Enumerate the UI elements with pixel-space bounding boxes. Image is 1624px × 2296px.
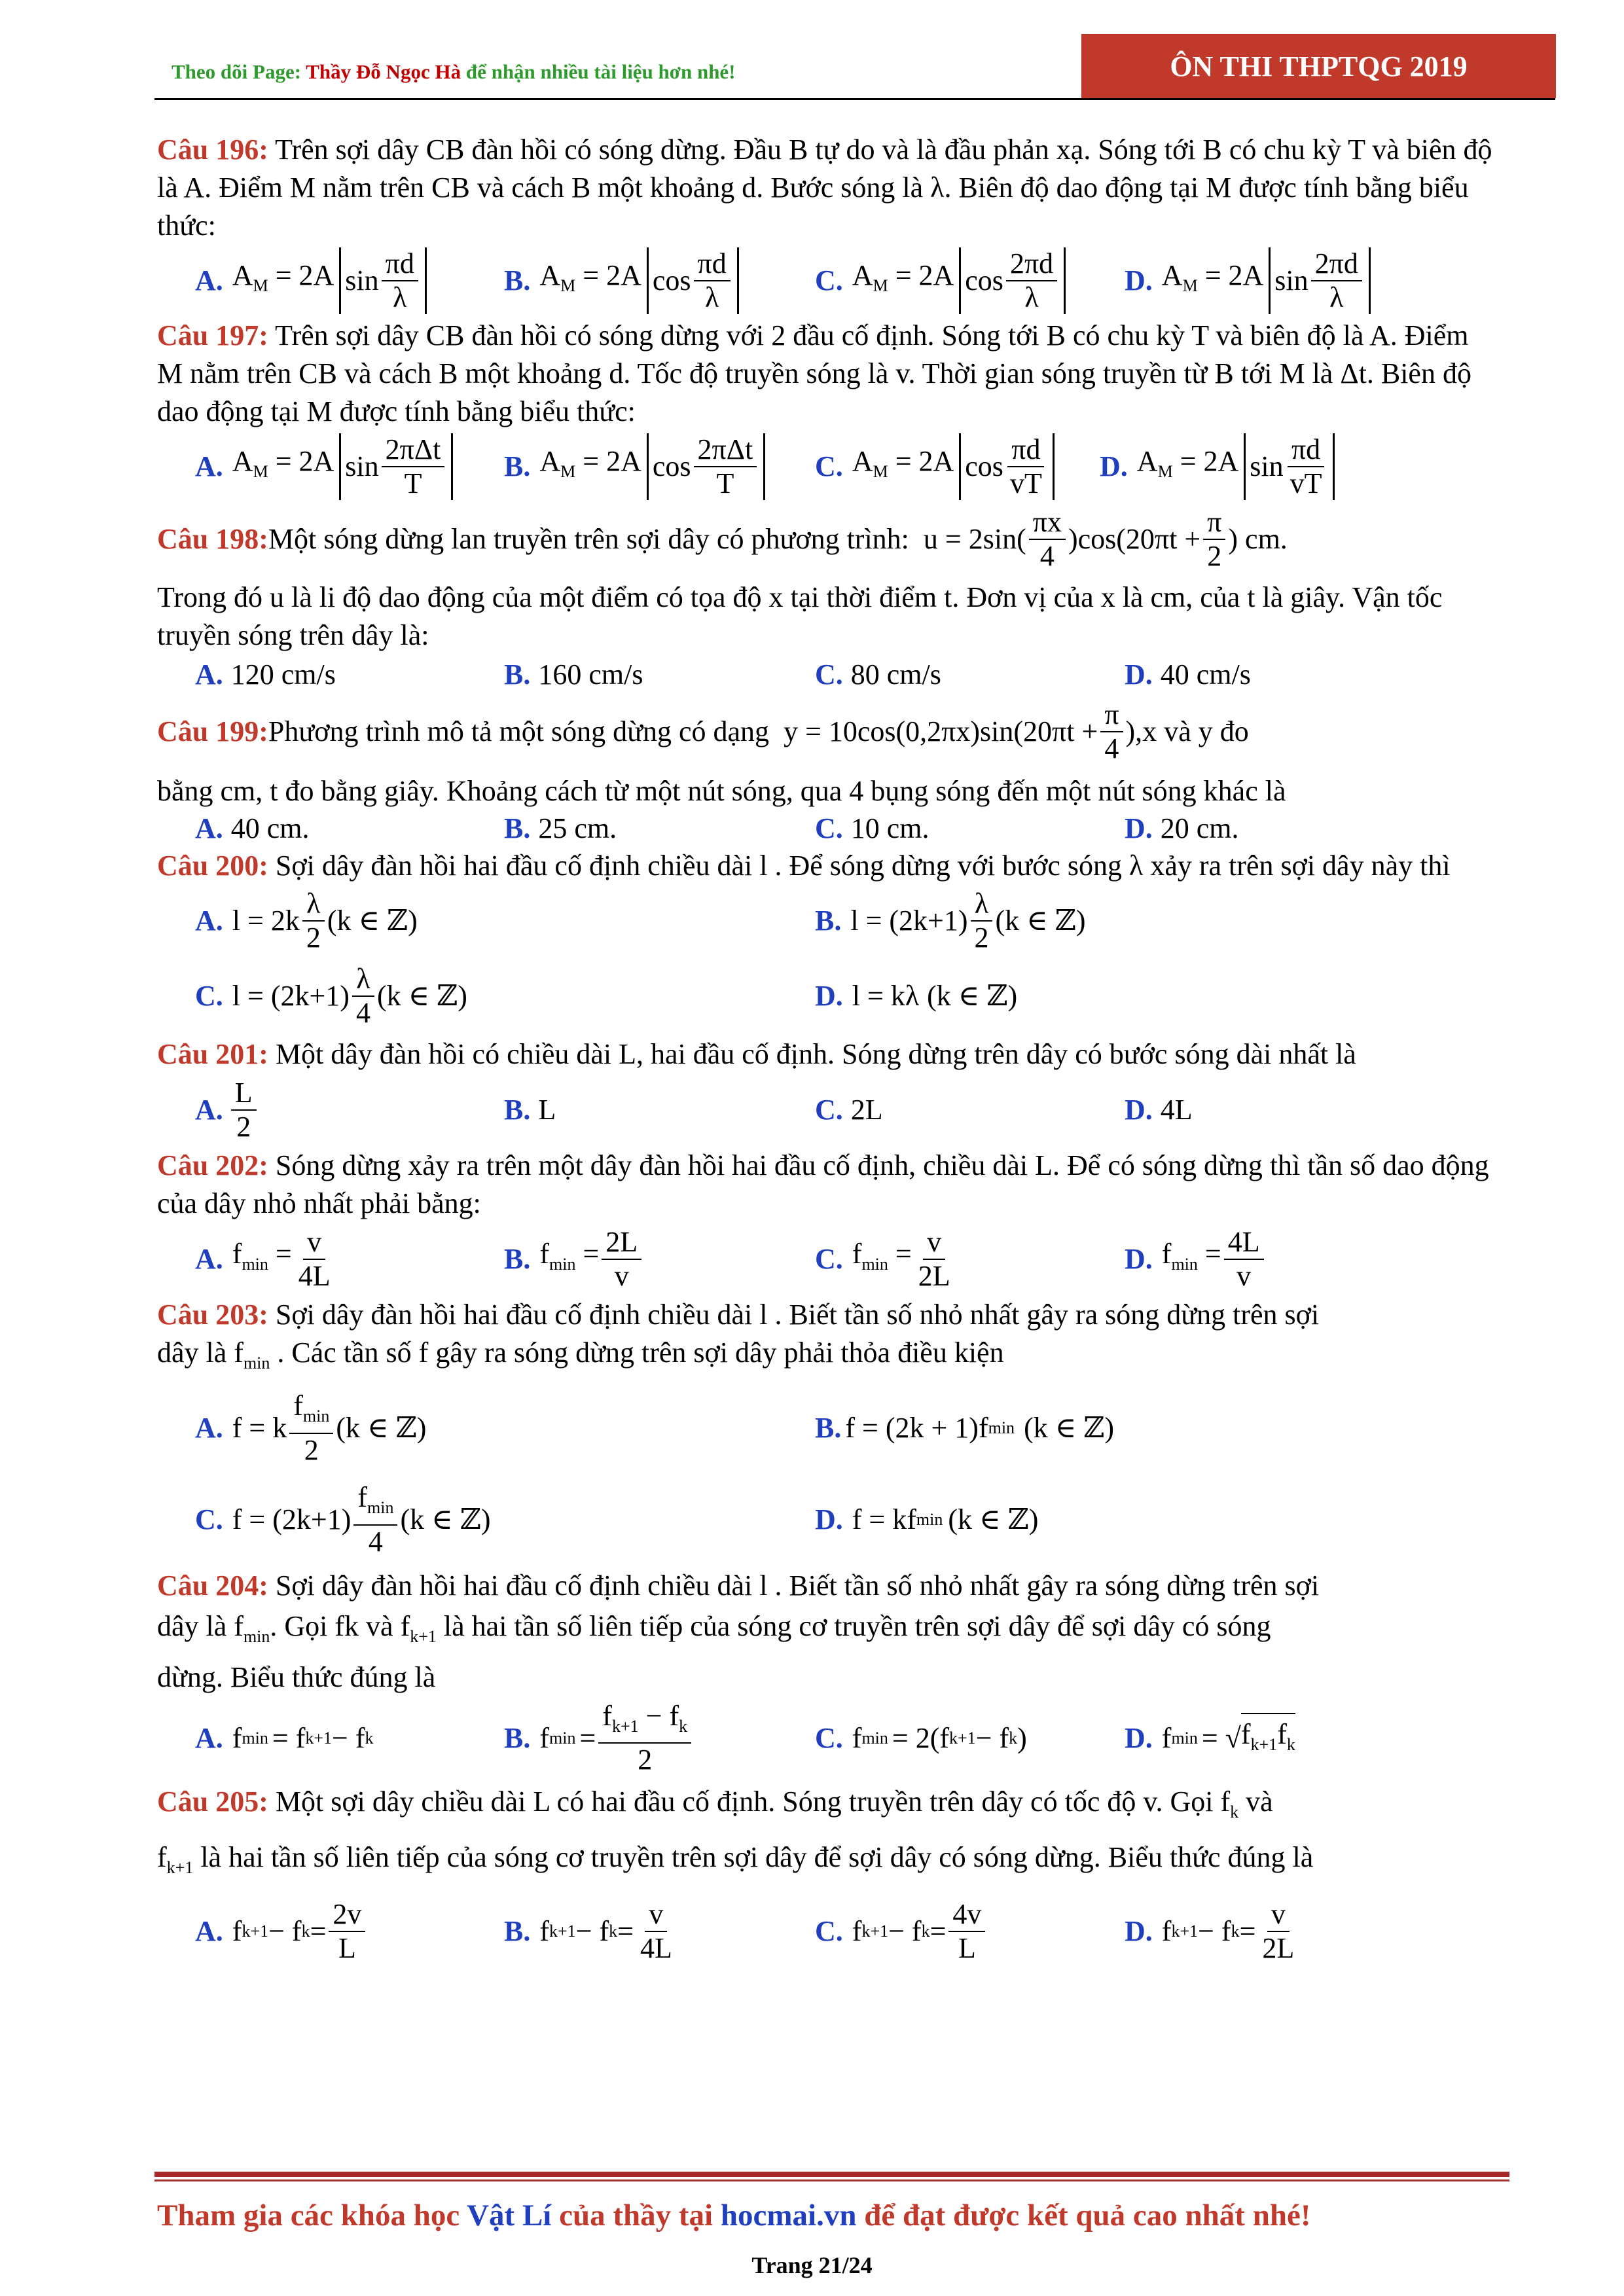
q203-option-d[interactable]: D. f = kf min (k ∈ ℤ) bbox=[815, 1503, 1039, 1535]
q201-option-c[interactable]: C. 2L bbox=[815, 1094, 883, 1126]
q199-option-a[interactable]: A. 40 cm. bbox=[195, 812, 310, 844]
q199-option-c[interactable]: C. 10 cm. bbox=[815, 812, 929, 844]
q197-option-c[interactable]: C. $A_M = 2A$ cos $\frac{\pi d}{vT}$ bbox=[815, 431, 1055, 503]
q198-option-b[interactable]: B. 160 cm/s bbox=[504, 658, 643, 691]
q201-options bbox=[157, 1073, 1499, 1147]
q197-option-b[interactable]: B. $A_M = 2A$ cos $\frac{\text{2πΔt}}{T}$ bbox=[504, 431, 765, 503]
q198-options bbox=[157, 655, 1499, 695]
q205-options bbox=[157, 1891, 1499, 1972]
question-204: Câu 204: Sợi dây đàn hồi hai đầu cố định chiều dài l . Biết tần số nhỏ nhất gây ra sóng dừng trên sợi dây là $f_{min}$. Gọi fk và $f_{k+1}$ là hai tần số liên tiếp của sóng cơ truyền trên sợi dây để sợi dây có sóng dừng. Biểu thức đúng là bbox=[157, 1569, 1320, 1693]
q200-options-cd bbox=[157, 957, 1499, 1035]
q199-options bbox=[157, 810, 1499, 847]
header-divider bbox=[154, 98, 1555, 100]
q202-option-d[interactable]: D. $f_{min}$ = $\frac{4L}{v}$ bbox=[1125, 1223, 1267, 1296]
q204-option-d[interactable]: D. f min = √ $f_{k+1}f_k$ bbox=[1125, 1698, 1295, 1779]
footer-promo: Tham gia các khóa học Vật Lí của thầy tại hocmai.vn để đạt được kết quả cao nhất nhé! bbox=[157, 2198, 1311, 2233]
author-name: Thầy Đỗ Ngọc Hà bbox=[306, 60, 461, 83]
q203-option-c[interactable]: C. f = (2k+1) $\frac{f_{min}}{4}$ (k ∈ ℤ) bbox=[195, 1480, 491, 1558]
question-200: Câu 200: Sợi dây đàn hồi hai đầu cố định chiều dài l . Để sóng dừng với bước sóng λ xảy ra trên sợi dây này thì bbox=[157, 850, 1451, 882]
question-198-stem: Câu 198: Một sóng dừng lan truyền trên sợi dây có phương trình: u = 2sin( $\frac{\pi x}{4}$ )cos(20πt + $\frac{\pi}{2}$ ) cm. bbox=[157, 506, 1288, 572]
question-203: Câu 203: Sợi dây đàn hồi hai đầu cố định chiều dài l . Biết tần số nhỏ nhất gây ra sóng dừng trên sợi dây là $f_{min}$ . Các tần số f gây ra sóng dừng trên sợi dây phải thỏa điều kiện bbox=[157, 1299, 1320, 1372]
q204-option-b[interactable]: B. f min = $\frac{f_{k+1} - f_k}{2}$ bbox=[504, 1698, 694, 1779]
question-199-stem: Câu 199: Phương trình mô tả một sóng dừng có dạng y = 10cos(0,2πx)sin(20πt + $\frac{\pi}{4}$ ), x và y đo bbox=[157, 698, 1249, 764]
q200-option-c[interactable]: C. l = (2k+1) $\frac{\lambda}{4}$ (k ∈ ℤ) bbox=[195, 963, 467, 1029]
q202-option-a[interactable]: A. $f_{min}$ = $\frac{v}{4L}$ bbox=[195, 1226, 331, 1292]
q202-option-b[interactable]: B. $f_{min}$ = $\frac{2L}{v}$ bbox=[504, 1223, 644, 1296]
q196-options bbox=[157, 245, 1499, 317]
q204-option-c[interactable]: C. f min = 2(f k+1 − f k ) bbox=[815, 1721, 1027, 1754]
q204-option-a[interactable]: A. f min = f k+1 − f k bbox=[195, 1721, 374, 1754]
q203-options-cd bbox=[157, 1474, 1499, 1566]
q202-option-c[interactable]: C. $f_{min}$ = $\frac{v}{2L}$ bbox=[815, 1226, 950, 1292]
question-196: Câu 196: Trên sợi dây CB đàn hồi có sóng dừng. Đầu B tự do và là đầu phản xạ. Sóng tới B có chu kỳ T và biên độ là A. Điểm M nằm trên CB và cách B một khoảng d. Bước sóng là λ. Biên độ dao động tại M được tính bằng biểu thức: bbox=[157, 134, 1492, 242]
question-205: Câu 205: Một sợi dây chiều dài L có hai đầu cố định. Sóng truyền trên dây có tốc độ v. Gọi $f_k$ và $f_{k+1}$ là hai tần số liên tiếp của sóng cơ truyền trên sợi dây để sợi dây có sóng dừng. Biểu thức đúng là bbox=[157, 1785, 1314, 1878]
q198-option-d[interactable]: D. 40 cm/s bbox=[1125, 658, 1251, 691]
q198-option-a[interactable]: A. 120 cm/s bbox=[195, 658, 336, 691]
footer-site-link[interactable]: hocmai.vn bbox=[720, 2198, 857, 2233]
q196-option-d[interactable]: D. $A_M = 2A$ sin $\frac{2\pi d}{\lambda}$ bbox=[1125, 245, 1371, 317]
q202-options bbox=[157, 1223, 1499, 1296]
header-follow-text: Theo dõi Page: Thầy Đỗ Ngọc Hà để nhận nhiều tài liệu hơn nhé! bbox=[171, 60, 736, 83]
question-198-text: Trong đó u là li độ dao động của một điểm có tọa độ x tại thời điểm t. Đơn vị của x là cm, của t là giây. Vận tốc truyền sóng trên dây là: bbox=[157, 581, 1443, 651]
q205-option-b[interactable]: B. f k+1 − f k = $\frac{v}{4L}$ bbox=[504, 1898, 672, 1965]
q205-option-d[interactable]: D. f k+1 − f k = $\frac{v}{2L}$ bbox=[1125, 1898, 1295, 1965]
q200-options-ab bbox=[157, 885, 1499, 957]
question-list bbox=[157, 131, 1499, 1972]
footer-divider-thick bbox=[154, 2172, 1509, 2177]
q203-option-b[interactable]: B. f = (2k + 1)f min (k ∈ ℤ) bbox=[815, 1411, 1115, 1444]
q198-option-c[interactable]: C. 80 cm/s bbox=[815, 658, 941, 691]
q197-options bbox=[157, 431, 1499, 503]
exam-title-box: ÔN THI THPTQG 2019 bbox=[1081, 34, 1556, 98]
page-number: Trang 21/24 bbox=[751, 2252, 873, 2278]
q201-option-a[interactable]: A. $\frac{L}{2}$ bbox=[195, 1073, 259, 1147]
question-199-text: bằng cm, t đo bằng giây. Khoảng cách từ một nút sóng, qua 4 bụng sóng đến một nút sóng khác là bbox=[157, 775, 1286, 807]
q201-option-d[interactable]: D. 4L bbox=[1125, 1094, 1193, 1126]
q199-option-d[interactable]: D. 20 cm. bbox=[1125, 812, 1239, 844]
q205-option-c[interactable]: C. f k+1 − f k = $\frac{4v}{L}$ bbox=[815, 1891, 988, 1972]
q200-option-b[interactable]: B. l = (2k+1) $\frac{\lambda}{2}$ (k ∈ ℤ) bbox=[815, 888, 1086, 954]
q205-option-a[interactable]: A. f k+1 − f k = $\frac{2v}{L}$ bbox=[195, 1891, 368, 1972]
q196-option-c[interactable]: C. $A_M = 2A$ cos $\frac{2\pi d}{\lambda}$ bbox=[815, 245, 1066, 317]
q203-options-ab bbox=[157, 1382, 1499, 1474]
q203-option-a[interactable]: A. f = k $\frac{f_{min}}{2}$ (k ∈ ℤ) bbox=[195, 1389, 427, 1466]
q204-options bbox=[157, 1698, 1499, 1779]
q201-option-b[interactable]: B. L bbox=[504, 1094, 556, 1126]
question-197: Câu 197: Trên sợi dây CB đàn hồi có sóng dừng với 2 đầu cố định. Sóng tới B có chu kỳ T và biên độ là A. Điểm M nằm trên CB và cách B một khoảng d. Tốc độ truyền sóng là v. Thời gian sóng truyền từ B tới M là Δt. Biên độ dao động tại M được tính bằng biểu thức: bbox=[157, 319, 1471, 427]
q199-option-b[interactable]: B. 25 cm. bbox=[504, 812, 617, 844]
question-201: Câu 201: Một dây đàn hồi có chiều dài L, hai đầu cố định. Sóng dừng trên dây có bước sóng dài nhất là bbox=[157, 1038, 1356, 1070]
q197-option-d[interactable]: D. $A_M = 2A$ sin $\frac{\pi d}{vT}$ bbox=[1100, 431, 1335, 503]
q200-option-a[interactable]: A. l = 2k $\frac{\lambda}{2}$ (k ∈ ℤ) bbox=[195, 888, 418, 954]
q196-option-b[interactable]: B. $A_M = 2A$ cos $\frac{\pi d}{\lambda}$ bbox=[504, 245, 739, 317]
q200-option-d[interactable]: D. l = kλ (k ∈ ℤ) bbox=[815, 980, 1018, 1012]
footer-divider-thin bbox=[154, 2179, 1509, 2181]
q196-option-a[interactable]: A. $A_M = 2A$ sin $\frac{\pi d}{\lambda}$ bbox=[195, 245, 427, 317]
question-202: Câu 202: Sóng dừng xảy ra trên một dây đàn hồi hai đầu cố định, chiều dài L. Để có sóng dừng thì tần số dao động của dây nhỏ nhất phải bằng: bbox=[157, 1149, 1489, 1219]
q197-option-a[interactable]: A. $A_M = 2A$ sin $\frac{\text{2πΔt}}{T}$ bbox=[195, 431, 453, 503]
